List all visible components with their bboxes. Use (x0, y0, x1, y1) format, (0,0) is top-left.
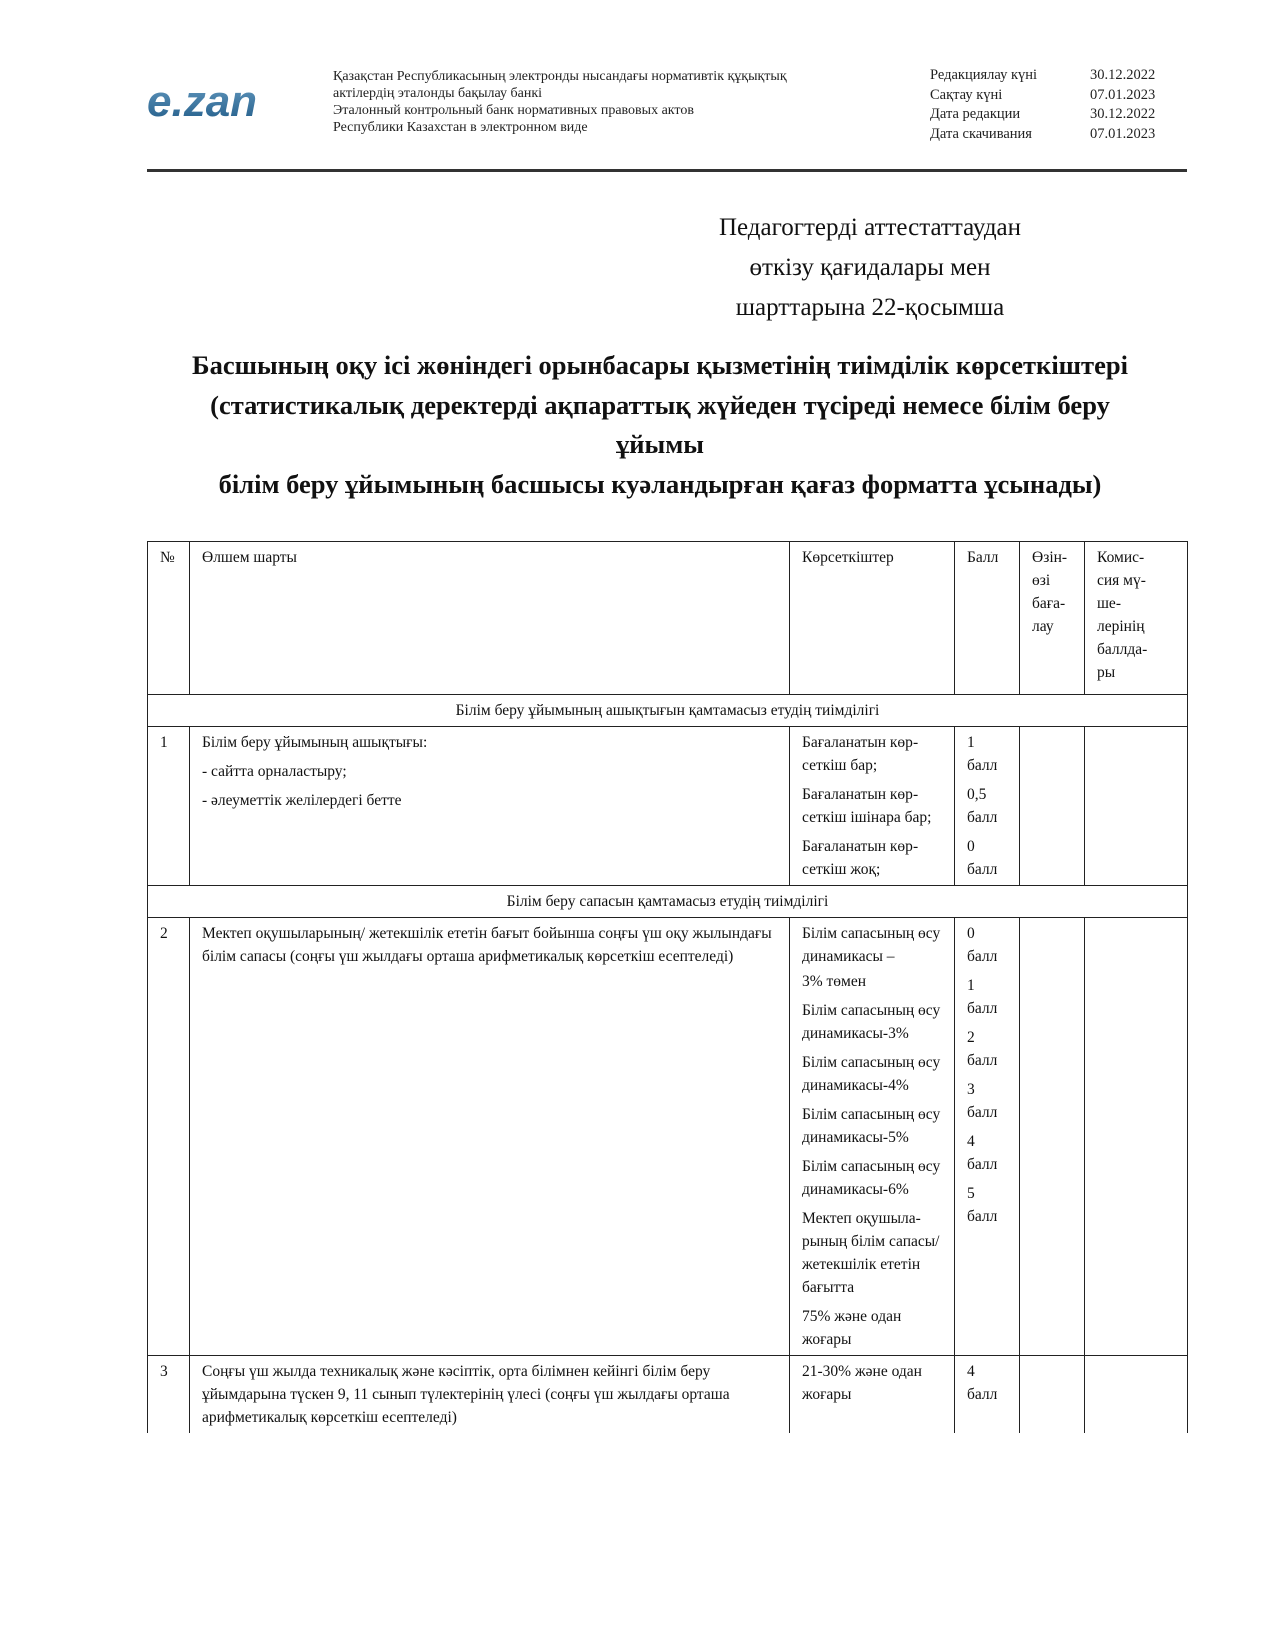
score-value: 5 балл (967, 1185, 998, 1225)
org-line: Қазақстан Республикасының электронды нысандағы нормативтік құқықтық (333, 69, 787, 84)
self-assessment-cell[interactable] (1020, 918, 1085, 1356)
document-header (147, 62, 1185, 170)
section-row (148, 695, 1188, 727)
score-value: 4 балл (967, 1133, 998, 1173)
indicator-text: Білім сапасының өсу динамикасы-3% (802, 1002, 941, 1042)
table-row (148, 918, 1188, 1356)
indicator-text: 75% және одан жоғары (802, 1308, 902, 1348)
commission-score-cell[interactable] (1085, 1356, 1188, 1434)
logo-text: e.zan (147, 77, 258, 126)
meta-label: Сақтау күні (930, 86, 1003, 103)
indicator-text: Білім сапасының өсу динамикасы-6% (802, 1158, 941, 1198)
ezan-logo (147, 72, 297, 128)
publisher-name (333, 68, 787, 136)
document-title (140, 346, 1180, 504)
section-title: Білім беру ұйымының ашықтығын қамтамасыз етудің тиімділігі (148, 695, 1188, 727)
indicator-text: Бағаланатын көрсеткіш жоқ; (802, 838, 919, 878)
indicator-text: 3% төмен (802, 973, 867, 990)
row-number: 3 (148, 1356, 190, 1434)
table-row (148, 727, 1188, 886)
meta-row (930, 66, 1170, 86)
indicator-text: Білім сапасының өсу динамикасы – (802, 925, 941, 965)
score-value: 4 балл (967, 1363, 998, 1403)
indicator-text: Мектеп оқушыларының білім сапасы/ жетекшілік ететін бағытта (802, 1210, 940, 1296)
header-divider (147, 169, 1187, 172)
col-header-indicators: Көрсеткіштер (790, 542, 955, 695)
meta-label: Дата скачивания (930, 125, 1032, 142)
appendix-line: шарттарына 22-қосымша (735, 294, 1005, 321)
title-line: (статистикалық деректерді ақпараттық жүйеден түсіреді немесе білім беру (210, 389, 1110, 420)
indicator-text: 21-30% және одан жоғары (802, 1363, 922, 1403)
meta-row (930, 105, 1170, 125)
criterion-cell: Мектеп оқушыларының/ жетекшілік ететін бағыт бойынша соңғы үш оқу жылындағы білім сапасы (соңғы үш жылдағы орташа арифметикалық көрсеткіш есептеледі) (190, 918, 790, 1356)
meta-value: 30.12.2022 (1090, 67, 1156, 83)
row-number: 2 (148, 918, 190, 1356)
score-cell (955, 918, 1020, 1356)
meta-value: 07.01.2023 (1090, 86, 1156, 103)
score-value: 2 балл (967, 1029, 998, 1069)
self-assessment-cell[interactable] (1020, 727, 1085, 886)
indicator-text: Бағаланатын көрсеткіш ішінара бар; (802, 786, 932, 826)
score-value: 3 балл (967, 1081, 998, 1121)
score-value: 0,5 балл (967, 786, 998, 826)
score-value: 1 балл (967, 734, 998, 774)
meta-value: 07.01.2023 (1090, 125, 1156, 142)
title-line: білім беру ұйымының басшысы куәландырған қағаз форматта ұсынады) (218, 468, 1102, 499)
ezan-logo-graphic (147, 72, 297, 128)
criterion-cell (190, 727, 790, 886)
section-title: Білім беру сапасын қамтамасыз етудің тиімділігі (148, 886, 1188, 918)
criterion-cell: Соңғы үш жылда техникалық және кәсіптік, орта білімнен кейінгі білім беру ұйымдарына түскен 9, 11 сынып түлектерінің үлесі (соңғы үш жылдағы орташа арифметикалық көрсеткіш есептеледі) (190, 1356, 790, 1434)
indicators-cell (790, 1356, 955, 1434)
appendix-line: Педагогтерді аттестаттаудан (718, 214, 1022, 241)
org-line: актілердің эталонды бақылау банкі (333, 86, 543, 101)
score-cell (955, 727, 1020, 886)
meta-row (930, 86, 1170, 106)
indicator-text: Білім сапасының өсу динамикасы-4% (802, 1054, 941, 1094)
indicator-text: Білім сапасының өсу динамикасы-5% (802, 1106, 941, 1146)
meta-label: Дата редакции (930, 106, 1021, 122)
criterion-line: - сайтта орналастыру; (202, 763, 347, 780)
appendix-note (660, 208, 1080, 328)
criterion-line: Білім беру ұйымының ашықтығы: (202, 734, 428, 751)
commission-score-cell[interactable] (1085, 727, 1188, 886)
table-header-row (148, 542, 1188, 695)
col-header-score: Балл (955, 542, 1020, 695)
col-header-commission-scores: Комис- сия мү- ше- лерінің баллда- ры (1085, 542, 1188, 695)
org-line: Республики Казахстан в электронном виде (333, 120, 588, 135)
title-line: Басшының оқу ісі жөніндегі орынбасары қызметінің тиімділік көрсеткіштері (192, 350, 1128, 380)
org-line: Эталонный контрольный банк нормативных правовых актов (333, 103, 694, 118)
col-header-self-assessment: Өзін- өзі баға- лау (1020, 542, 1085, 695)
col-header-criterion: Өлшем шарты (190, 542, 790, 695)
score-value: 1 балл (967, 977, 998, 1017)
score-value: 0 балл (967, 925, 998, 965)
indicators-table (147, 541, 1188, 1433)
meta-label: Редакциялау күні (930, 67, 1038, 83)
score-value: 0 балл (967, 838, 998, 878)
table-row (148, 1356, 1188, 1434)
self-assessment-cell[interactable] (1020, 1356, 1085, 1434)
indicators-cell (790, 918, 955, 1356)
indicator-text: Бағаланатын көрсеткіш бар; (802, 734, 919, 774)
criterion-line: - әлеуметтік желілердегі бетте (202, 792, 402, 809)
meta-value: 30.12.2022 (1090, 106, 1156, 122)
col-header-number: № (148, 542, 190, 695)
commission-score-cell[interactable] (1085, 918, 1188, 1356)
document-metadata (930, 66, 1170, 144)
section-row (148, 886, 1188, 918)
score-cell (955, 1356, 1020, 1434)
title-line: ұйымы (616, 429, 704, 459)
indicators-cell (790, 727, 955, 886)
appendix-line: өткізу қағидалары мен (749, 254, 991, 281)
meta-row (930, 125, 1170, 145)
row-number: 1 (148, 727, 190, 886)
